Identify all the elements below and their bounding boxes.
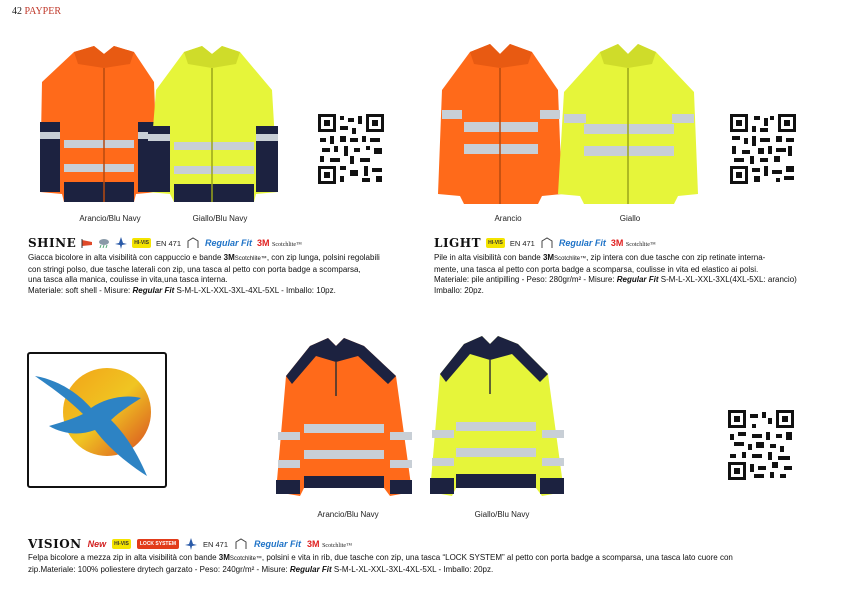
vision-regular-fit: Regular Fit [254,539,302,549]
vision-orange-sweatshirt [276,338,412,496]
hi-vis-badge: HI-VIS [114,541,129,547]
shine-qr-code [318,114,384,184]
vision-variant-yellow: Giallo/Blu Navy [474,510,530,519]
light-regular-fit: Regular Fit [558,238,606,248]
shine-yellow-jacket [148,46,278,202]
light-description: Pile in alta visibilità con bande 3MScotchlite™, zip intera con due tasche con zip retinate interna- mente, una tasca al petto con porta badge a scomparsa, coulisse in vita ed elastico ai polsi. Materiale: pile antipilling - Peso: 280gr/m² - Misure: Regular Fit S-M-L-XL-XXL-3XL(4XL-5XL: arancio) Imballo: 20pz. [434,253,797,295]
hi-vis-badge: HI-VIS [488,240,503,246]
shine-description: Giacca bicolore in alta visibilità con cappuccio e bande 3MScotchlite™, con zip lunga, polsini regolabili con stringi polso, due tasche laterali con zip, una tasca al petto con porta badge a scomparsa, una tasca alla manica, coulisse in vita,una tasca interna. Materiale: soft shell - Misure: Regular Fit S-M-L-XL-XXL-3XL-4XL-5XL - Imballo: 10pz. [28,253,380,295]
vision-yellow-sweatshirt [430,336,564,496]
hi-vis-badge: HI-VIS [134,240,149,246]
light-en-label: EN 471 [509,238,535,248]
breathable-icon [115,237,127,249]
shine-variant-orange: Arancio/Blu Navy [79,214,141,223]
shine-header-row [28,236,302,250]
vision-qr-code [728,410,794,480]
light-jackets-image [432,40,704,208]
bird-logo-frame [27,352,167,488]
page-header [12,6,61,17]
brand-name: PAYPER [24,6,62,17]
light-yellow-jacket [558,44,698,204]
vision-sweatshirts-image [270,332,570,504]
en-pictogram-icon [540,237,554,249]
light-title: LIGHT [434,236,482,250]
shine-jackets-image [34,42,284,207]
light-qr-code [730,114,796,184]
light-3m-logo: 3M Scotchlite™ [610,238,656,248]
windsock-icon [81,238,93,248]
vision-variant-orange: Arancio/Blu Navy [317,510,379,519]
en-pictogram-icon [234,538,248,550]
light-orange-jacket [438,44,562,204]
shine-orange-jacket [40,46,158,202]
vision-description: Felpa bicolore a mezza zip in alta visibilità con bande 3MScotchlite™, polsini e vita in rib, due tasche con zip, una tasca “LOCK SYSTEM” al petto con porta badge a scomparsa, una tasca lato cuore con zip.Materiale: 100% poliestere drytech garzato - Peso: 240gr/m² - Misure: Regular Fit S-M-L-XL-XXL-3XL-4XL-5XL - Imballo: 20pz. [28,553,733,574]
bird-logo [29,354,165,486]
shine-3m-logo: 3M Scotchlite™ [257,238,302,248]
breathable-icon [185,538,197,550]
rain-cloud-icon [98,238,110,248]
en-pictogram-icon [186,237,200,249]
vision-3m-logo: 3M Scotchlite™ [307,539,352,549]
light-variant-orange: Arancio [494,214,522,223]
light-header-row [434,236,656,250]
new-badge: New [87,539,107,549]
shine-title: SHINE [28,236,77,250]
shine-en-label: EN 471 [155,238,181,248]
shine-regular-fit: Regular Fit [205,238,253,248]
vision-en-label: EN 471 [203,539,229,549]
vision-header-row [28,537,352,551]
light-variant-yellow: Giallo [619,214,641,223]
shine-variant-yellow: Giallo/Blu Navy [192,214,248,223]
lock-system-badge: LOCK SYSTEM [137,539,179,549]
page-number: 42 [12,6,22,17]
vision-title: VISION [28,537,82,551]
